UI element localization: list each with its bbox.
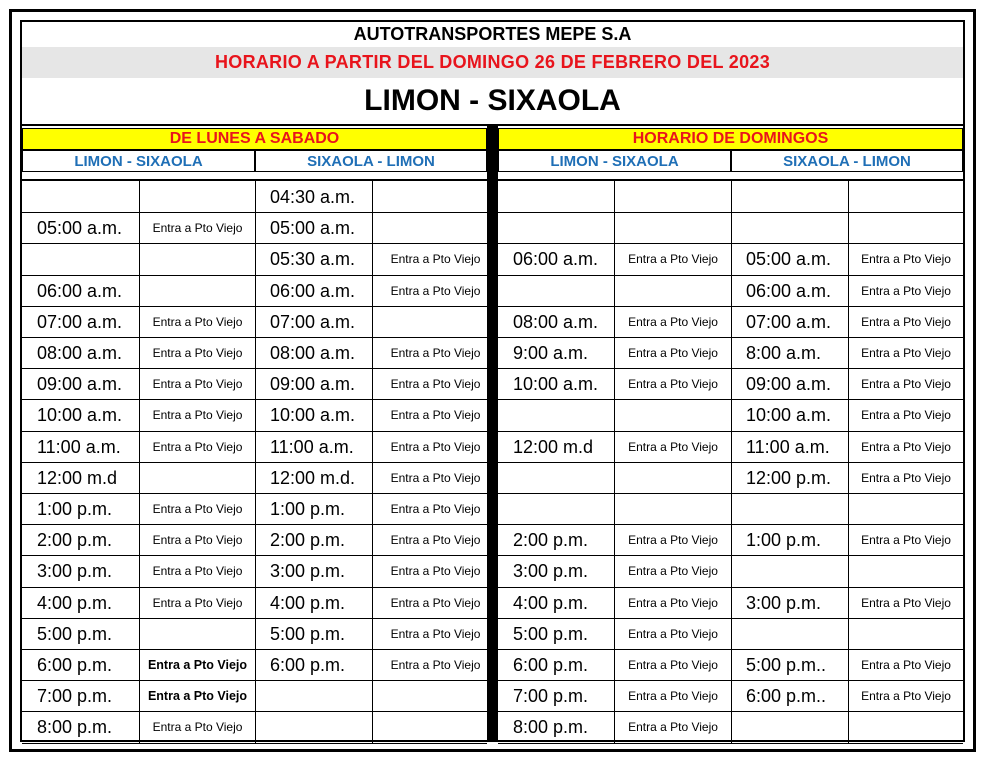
departure-time-cell: 3:00 p.m. — [746, 592, 822, 613]
route-note-cell — [373, 307, 498, 337]
departure-time-cell: 8:00 p.m. — [513, 716, 589, 737]
route-note-cell — [140, 276, 255, 306]
route-note-cell — [849, 213, 963, 243]
departure-time-cell: 05:00 a.m. — [37, 217, 123, 238]
route-note-cell — [615, 494, 731, 524]
route-note-cell: Entra a Pto Viejo — [390, 252, 481, 266]
departure-time-cell: 06:00 a.m. — [37, 280, 123, 301]
departure-time-cell: 1:00 p.m. — [37, 498, 113, 519]
route-note-cell — [373, 681, 498, 711]
route-note-cell: Entra a Pto Viejo — [390, 377, 481, 391]
route-note-cell — [849, 619, 963, 649]
departure-time-cell: 12:00 m.d. — [270, 467, 356, 488]
departure-time-cell: 07:00 a.m. — [270, 311, 356, 332]
departure-time-cell: 07:00 a.m. — [37, 311, 123, 332]
route-note-cell: Entra a Pto Viejo — [628, 315, 718, 329]
route-note-cell: Entra a Pto Viejo — [390, 627, 481, 641]
route-note-cell: Entra a Pto Viejo — [628, 564, 718, 578]
route-title: LIMON - SIXAOLA — [22, 78, 963, 126]
route-note-cell: Entra a Pto Viejo — [861, 252, 951, 266]
route-note-cell: Entra a Pto Viejo — [152, 720, 243, 734]
route-note-cell: Entra a Pto Viejo — [152, 377, 243, 391]
departure-time-cell — [732, 619, 848, 649]
company-name: AUTOTRANSPORTES MEPE S.A — [353, 24, 632, 44]
route-note-cell — [140, 182, 255, 212]
route-note-cell: Entra a Pto Viejo — [861, 408, 951, 422]
departure-time-cell: 08:00 a.m. — [270, 342, 356, 363]
route-note-cell: Entra a Pto Viejo — [628, 689, 718, 703]
departure-time-cell: 11:00 a.m. — [37, 436, 121, 457]
departure-time-cell: 09:00 a.m. — [746, 373, 832, 394]
departure-time-cell — [23, 182, 139, 212]
route-note-cell: Entra a Pto Viejo — [861, 689, 951, 703]
grid-line — [498, 743, 963, 744]
departure-time-cell: 4:00 p.m. — [513, 592, 589, 613]
route-note-cell: Entra a Pto Viejo — [861, 440, 951, 454]
route-note-cell — [615, 463, 731, 493]
route-note-cell: Entra a Pto Viejo — [628, 533, 718, 547]
route-note-cell — [373, 712, 498, 742]
departure-time-cell: 7:00 p.m. — [37, 685, 113, 706]
direction-label-weekday-limon-sixaola: LIMON - SIXAOLA — [22, 150, 255, 172]
departure-time-cell: 6:00 p.m. — [513, 654, 589, 675]
route-note-cell: Entra a Pto Viejo — [152, 346, 243, 360]
departure-time-cell — [499, 276, 614, 306]
route-note-cell — [849, 182, 963, 212]
direction-label-sunday-sixaola-limon: SIXAOLA - LIMON — [731, 150, 963, 172]
departure-time-cell: 12:00 p.m. — [746, 467, 832, 488]
grid-line — [22, 179, 963, 181]
departure-time-cell — [732, 494, 848, 524]
departure-time-cell: 2:00 p.m. — [513, 529, 589, 550]
departure-time-cell: 10:00 a.m. — [746, 404, 832, 425]
direction-label-weekday-sixaola-limon: SIXAOLA - LIMON — [255, 150, 487, 172]
route-note-cell: Entra a Pto Viejo — [628, 252, 718, 266]
departure-time-cell: 8:00 a.m. — [746, 342, 822, 363]
route-note-cell: Entra a Pto Viejo — [390, 408, 481, 422]
route-note-cell — [373, 182, 498, 212]
route-note-cell: Entra a Pto Viejo — [390, 658, 481, 672]
route-note-cell: Entra a Pto Viejo — [861, 658, 951, 672]
route-note-cell: Entra a Pto Viejo — [861, 315, 951, 329]
departure-time-cell: 7:00 p.m. — [513, 685, 589, 706]
route-note-cell: Entra a Pto Viejo — [147, 689, 248, 703]
grid-line — [22, 743, 487, 744]
departure-time-cell: 09:00 a.m. — [270, 373, 356, 394]
route-note-cell: Entra a Pto Viejo — [861, 533, 951, 547]
departure-time-cell — [732, 712, 848, 742]
route-note-cell: Entra a Pto Viejo — [152, 596, 243, 610]
route-note-cell — [849, 712, 963, 742]
departure-time-cell: 05:30 a.m. — [270, 248, 356, 269]
departure-time-cell: 08:00 a.m. — [37, 342, 123, 363]
departure-time-cell: 5:00 p.m. — [37, 623, 113, 644]
departure-time-cell — [499, 494, 614, 524]
departure-time-cell: 5:00 p.m. — [270, 623, 346, 644]
direction-label-sunday-limon-sixaola: LIMON - SIXAOLA — [498, 150, 731, 172]
departure-time-cell — [23, 244, 139, 274]
departure-time-cell: 04:30 a.m. — [270, 186, 356, 207]
route-note-cell — [615, 400, 731, 430]
departure-time-cell: 5:00 p.m. — [513, 623, 589, 644]
route-note-cell: Entra a Pto Viejo — [861, 284, 951, 298]
route-note-cell: Entra a Pto Viejo — [390, 533, 481, 547]
departure-time-cell — [499, 213, 614, 243]
departure-time-cell: 10:00 a.m. — [513, 373, 599, 394]
route-note-cell: Entra a Pto Viejo — [152, 440, 243, 454]
departure-time-cell: 6:00 p.m.. — [746, 685, 827, 706]
route-note-cell: Entra a Pto Viejo — [861, 471, 951, 485]
departure-time-cell: 10:00 a.m. — [37, 404, 123, 425]
departure-time-cell: 3:00 p.m. — [270, 560, 346, 581]
departure-time-cell: 9:00 a.m. — [513, 342, 589, 363]
route-note-cell: Entra a Pto Viejo — [628, 440, 718, 454]
route-note-cell: Entra a Pto Viejo — [390, 564, 481, 578]
route-note-cell — [849, 556, 963, 586]
route-note-cell: Entra a Pto Viejo — [152, 533, 243, 547]
departure-time-cell: 07:00 a.m. — [746, 311, 832, 332]
departure-time-cell: 10:00 a.m. — [270, 404, 356, 425]
departure-time-cell: 06:00 a.m. — [270, 280, 356, 301]
departure-time-cell: 2:00 p.m. — [37, 529, 113, 550]
route-note-cell: Entra a Pto Viejo — [152, 221, 243, 235]
route-note-cell — [140, 463, 255, 493]
route-note-cell: Entra a Pto Viejo — [390, 440, 481, 454]
departure-time-cell — [499, 463, 614, 493]
route-note-cell: Entra a Pto Viejo — [390, 346, 481, 360]
sunday-header: HORARIO DE DOMINGOS — [498, 128, 963, 150]
route-note-cell: Entra a Pto Viejo — [861, 377, 951, 391]
weekday-header: DE LUNES A SABADO — [22, 128, 487, 150]
route-note-cell: Entra a Pto Viejo — [390, 471, 481, 485]
departure-time-cell: 5:00 p.m.. — [746, 654, 827, 675]
route-note-cell — [140, 244, 255, 274]
departure-time-cell — [732, 182, 848, 212]
route-note-cell: Entra a Pto Viejo — [628, 596, 718, 610]
departure-time-cell — [256, 681, 372, 711]
schedule-subtitle: HORARIO A PARTIR DEL DOMINGO 26 DE FEBRERO DEL 2023 — [22, 47, 963, 78]
departure-time-cell: 12:00 m.d — [513, 436, 594, 457]
departure-time-cell: 06:00 a.m. — [746, 280, 832, 301]
route-note-cell — [615, 213, 731, 243]
route-note-cell — [849, 494, 963, 524]
departure-time-cell: 11:00 a.m. — [270, 436, 354, 457]
departure-time-cell: 6:00 p.m. — [37, 654, 113, 675]
departure-time-cell: 2:00 p.m. — [270, 529, 346, 550]
route-note-cell: Entra a Pto Viejo — [147, 658, 248, 672]
route-note-cell: Entra a Pto Viejo — [861, 596, 951, 610]
departure-time-cell — [499, 400, 614, 430]
route-note-cell — [140, 619, 255, 649]
route-note-cell — [373, 213, 498, 243]
departure-time-cell — [732, 213, 848, 243]
route-note-cell: Entra a Pto Viejo — [628, 627, 718, 641]
departure-time-cell: 4:00 p.m. — [270, 592, 346, 613]
route-note-cell — [615, 276, 731, 306]
departure-time-cell: 09:00 a.m. — [37, 373, 123, 394]
departure-time-cell — [499, 182, 614, 212]
route-note-cell: Entra a Pto Viejo — [390, 284, 481, 298]
route-note-cell: Entra a Pto Viejo — [628, 720, 718, 734]
departure-time-cell: 05:00 a.m. — [746, 248, 832, 269]
route-note-cell: Entra a Pto Viejo — [152, 408, 243, 422]
departure-time-cell: 1:00 p.m. — [270, 498, 346, 519]
departure-time-cell: 12:00 m.d — [37, 467, 118, 488]
departure-time-cell: 4:00 p.m. — [37, 592, 113, 613]
route-note-cell: Entra a Pto Viejo — [152, 502, 243, 516]
departure-time-cell: 8:00 p.m. — [37, 716, 113, 737]
route-note-cell: Entra a Pto Viejo — [152, 315, 243, 329]
departure-time-cell — [732, 556, 848, 586]
route-note-cell: Entra a Pto Viejo — [628, 377, 718, 391]
departure-time-cell: 05:00 a.m. — [270, 217, 356, 238]
route-note-cell: Entra a Pto Viejo — [628, 346, 718, 360]
departure-time-cell: 08:00 a.m. — [513, 311, 599, 332]
departure-time-cell: 06:00 a.m. — [513, 248, 599, 269]
departure-time-cell: 1:00 p.m. — [746, 529, 822, 550]
route-note-cell: Entra a Pto Viejo — [861, 346, 951, 360]
departure-time-cell: 3:00 p.m. — [513, 560, 589, 581]
route-note-cell: Entra a Pto Viejo — [628, 658, 718, 672]
departure-time-cell: 6:00 p.m. — [270, 654, 346, 675]
route-note-cell — [615, 182, 731, 212]
route-note-cell: Entra a Pto Viejo — [390, 502, 481, 516]
route-note-cell: Entra a Pto Viejo — [152, 564, 243, 578]
departure-time-cell — [256, 712, 372, 742]
route-note-cell: Entra a Pto Viejo — [390, 596, 481, 610]
departure-time-cell: 11:00 a.m. — [746, 436, 830, 457]
departure-time-cell: 3:00 p.m. — [37, 560, 113, 581]
